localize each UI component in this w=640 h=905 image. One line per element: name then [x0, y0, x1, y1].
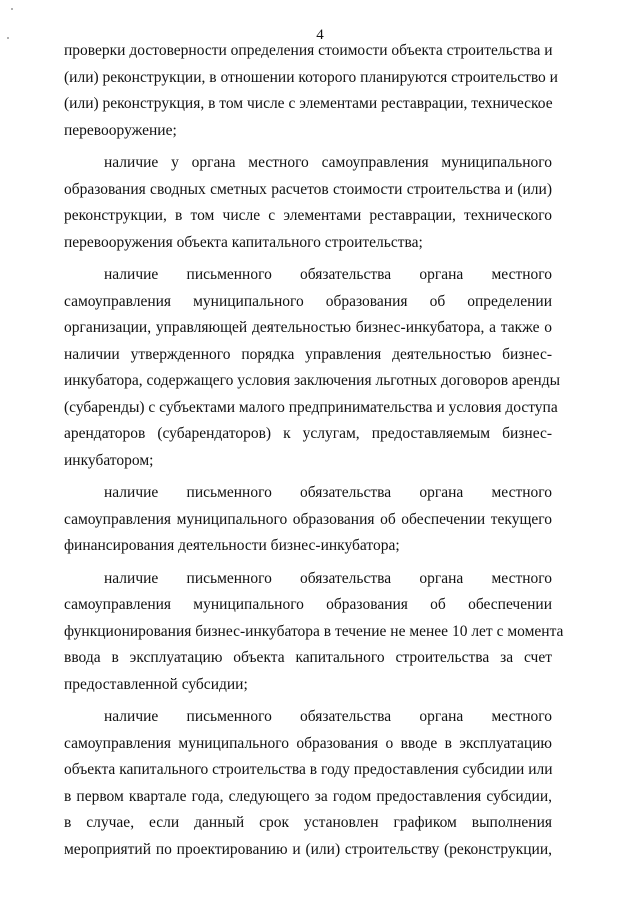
text-line: функционирования бизнес-инкубатора в течение не менее 10 лет с момента — [64, 622, 564, 640]
text-line: ввода в эксплуатацию объекта капитального строительства за счет — [64, 649, 552, 666]
text-line: объекта капитального строительства в году предоставления субсидии или — [64, 761, 553, 778]
text-line: наличие у органа местного самоуправления муниципального — [104, 154, 552, 171]
text-line: наличие письменного обязательства органа местного — [104, 569, 552, 587]
text-line: реконструкции, в том числе с элементами реставрации, технического — [64, 207, 552, 224]
text-line: предоставленной субсидии; — [64, 675, 248, 693]
paragraph — [64, 150, 552, 256]
text-line: самоуправления муниципального образования об обеспечении текущего — [64, 510, 552, 528]
text-line: самоуправления муниципального образования об обеспечении — [64, 596, 552, 613]
paragraph — [64, 566, 564, 699]
text-line: наличие письменного обязательства органа местного — [104, 484, 552, 501]
text-line: инкубатором; — [64, 451, 154, 469]
scan-speck — [11, 8, 13, 10]
text-line: финансирования деятельности бизнес-инкубатора; — [64, 537, 400, 554]
paragraph — [64, 480, 552, 560]
text-line: наличии утвержденного порядка управления деятельностью бизнес- — [64, 345, 552, 363]
text-line: инкубатора, содержащего условия заключения льготных договоров аренды — [64, 372, 561, 389]
text-line: проверки достоверности определения стоимости объекта строительства и — [64, 42, 553, 59]
scan-speck — [7, 37, 9, 39]
paragraph — [64, 704, 552, 863]
text-line: (или) реконструкция, в том числе с элементами реставрации, техническое — [64, 95, 553, 112]
document-body — [64, 38, 564, 863]
text-line: наличие письменного обязательства органа местного — [104, 708, 552, 725]
text-line: наличие письменного обязательства органа местного — [104, 266, 552, 283]
text-line: мероприятий по проектированию и (или) строительству (реконструкции, — [64, 840, 552, 858]
paragraph — [64, 38, 558, 144]
text-line: (или) реконструкции, в отношении которого планируются строительство и — [64, 68, 558, 86]
text-line: в первом квартале года, следующего за годом предоставления субсидии, — [64, 787, 552, 805]
paragraph — [64, 262, 561, 474]
text-line: перевооружения объекта капитального строительства; — [64, 233, 423, 251]
page-number: 4 — [316, 27, 324, 43]
text-line: арендаторов (субарендаторов) к услугам, предоставляемым бизнес- — [64, 425, 552, 442]
text-line: в случае, если данный срок установлен графиком выполнения — [64, 814, 552, 831]
text-line: образования сводных сметных расчетов стоимости строительства и (или) — [64, 180, 552, 198]
text-line: самоуправления муниципального образования об определении — [64, 292, 552, 310]
text-line: (субаренды) с субъектами малого предпринимательства и условия доступа — [64, 398, 558, 416]
text-line: организации, управляющей деятельностью бизнес-инкубатора, а также о — [64, 319, 552, 336]
text-line: самоуправления муниципального образования о вводе в эксплуатацию — [64, 734, 552, 752]
text-line: перевооружение; — [64, 121, 177, 139]
